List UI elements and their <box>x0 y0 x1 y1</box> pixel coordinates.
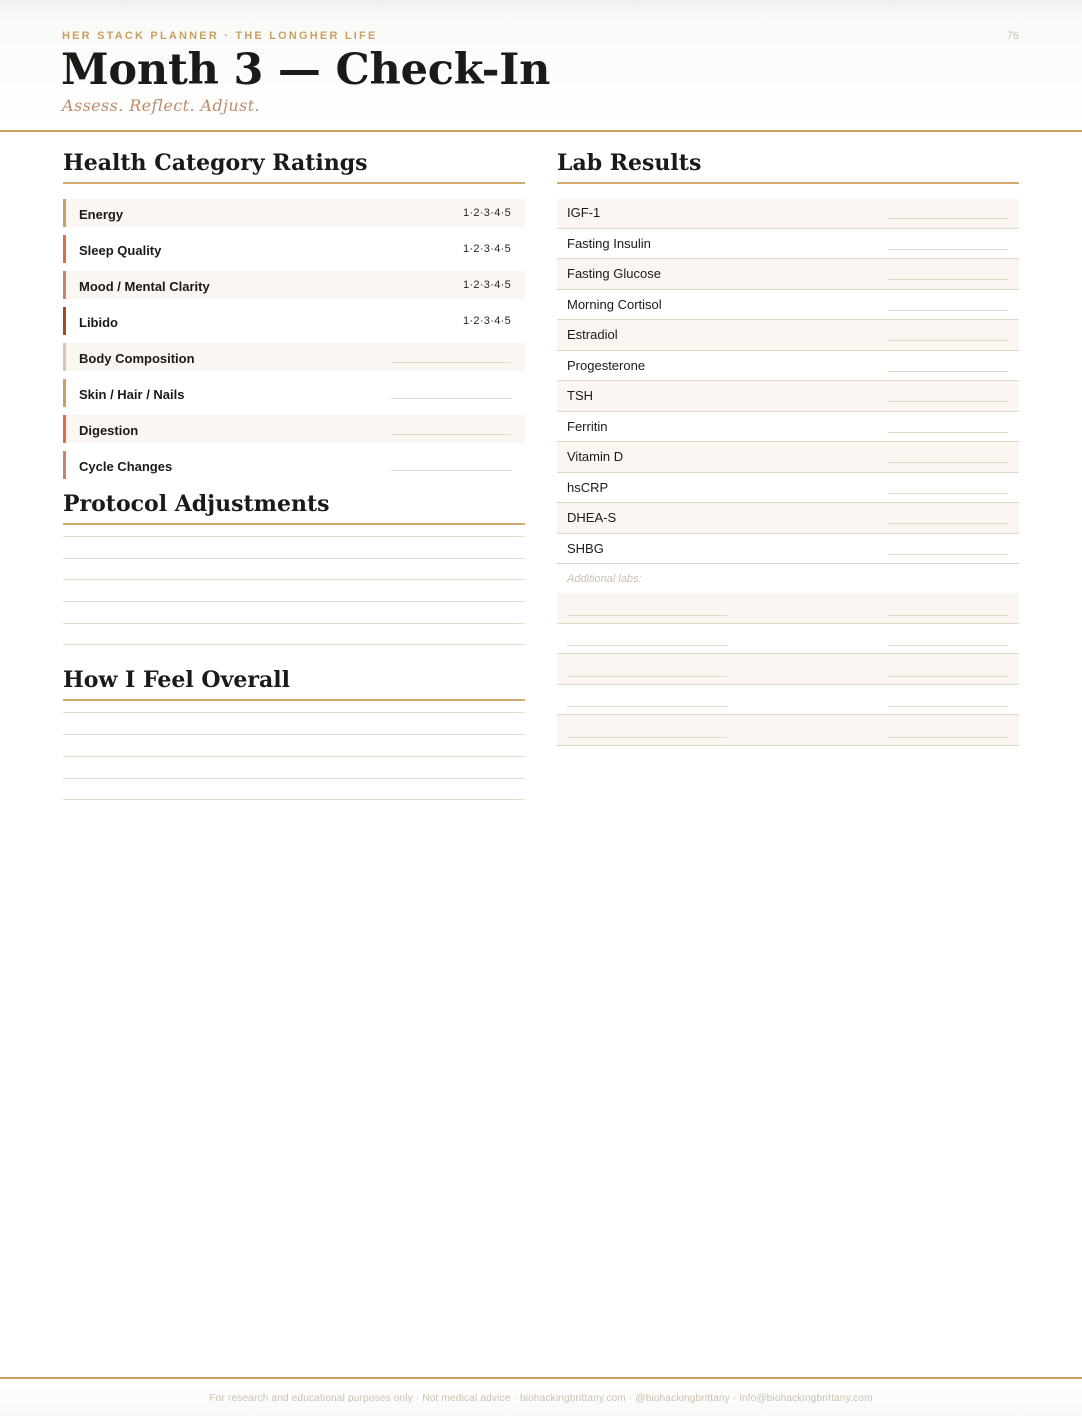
accent-bar <box>63 199 66 227</box>
lab-name: Estradiol <box>567 327 618 343</box>
lab-value-blank[interactable] <box>888 279 1008 280</box>
rating-label: Body Composition <box>79 350 195 366</box>
rating-label: Energy <box>79 206 124 222</box>
lab-value-blank[interactable] <box>888 737 1008 738</box>
lab-name: Ferritin <box>567 418 608 434</box>
accent-bar <box>63 343 66 371</box>
accent-bar <box>63 451 66 479</box>
lab-value-blank[interactable] <box>888 554 1008 555</box>
lab-row[interactable] <box>557 229 1019 260</box>
lab-name: hsCRP <box>567 479 609 495</box>
lab-value-blank[interactable] <box>888 523 1008 524</box>
lab-value-blank[interactable] <box>888 493 1008 494</box>
additional-lab-row[interactable] <box>557 593 1019 624</box>
health-ratings-title: Health Category Ratings <box>63 148 525 184</box>
lab-name-blank[interactable] <box>567 676 727 677</box>
write-line[interactable] <box>63 559 525 581</box>
rating-scale[interactable]: 1·2·3·4·5 <box>463 243 511 255</box>
write-in-blank[interactable] <box>391 434 511 435</box>
write-line[interactable] <box>63 602 525 624</box>
planner-kicker: HER STACK PLANNER · THE LONGHER LIFE <box>62 30 378 42</box>
health-ratings-section <box>63 148 525 479</box>
page-subtitle: Assess. Reflect. Adjust. <box>62 96 261 115</box>
lab-name: SHBG <box>567 540 604 556</box>
lab-name: Morning Cortisol <box>567 296 662 312</box>
lab-name: Fasting Insulin <box>567 235 651 251</box>
lab-name: TSH <box>567 388 593 404</box>
lab-name: Fasting Glucose <box>567 266 661 282</box>
write-line[interactable] <box>63 735 525 757</box>
page-header <box>0 12 1082 132</box>
accent-bar <box>63 379 66 407</box>
lab-row[interactable] <box>557 320 1019 351</box>
how-i-feel-section <box>63 665 525 800</box>
rating-label: Mood / Mental Clarity <box>79 278 210 294</box>
additional-lab-row[interactable] <box>557 715 1019 746</box>
page-footer <box>0 1377 1082 1416</box>
write-in-blank[interactable] <box>391 362 511 363</box>
lab-value-blank[interactable] <box>888 340 1008 341</box>
write-line[interactable] <box>63 624 525 646</box>
lab-row[interactable] <box>557 473 1019 504</box>
page-number: 76 <box>1006 30 1019 42</box>
lab-value-blank[interactable] <box>888 310 1008 311</box>
rating-row-mood[interactable] <box>63 271 525 299</box>
additional-labs-label: Additional labs: <box>567 573 642 585</box>
footer-disclaimer: For research and educational purposes only · Not medical advice · biohackingbrittany.com · @biohackingbrittany · info@biohackingbrittany.com <box>209 1393 873 1404</box>
lab-row[interactable] <box>557 381 1019 412</box>
rating-scale[interactable]: 1·2·3·4·5 <box>463 207 511 219</box>
write-line[interactable] <box>63 713 525 735</box>
lab-name-blank[interactable] <box>567 615 727 616</box>
lab-row[interactable] <box>557 259 1019 290</box>
accent-bar <box>63 235 66 263</box>
write-line[interactable] <box>63 701 525 713</box>
lab-value-blank[interactable] <box>888 645 1008 646</box>
how-i-feel-title: How I Feel Overall <box>63 665 525 701</box>
additional-lab-row[interactable] <box>557 654 1019 685</box>
rating-label: Sleep Quality <box>79 242 162 258</box>
accent-bar <box>63 307 66 335</box>
rating-row-cycle-changes[interactable] <box>63 451 525 479</box>
protocol-adjustments-lines[interactable] <box>63 525 525 645</box>
rating-row-energy[interactable] <box>63 199 525 227</box>
lab-row[interactable] <box>557 442 1019 473</box>
lab-value-blank[interactable] <box>888 676 1008 677</box>
additional-lab-row[interactable] <box>557 624 1019 655</box>
rating-label: Libido <box>79 314 118 330</box>
lab-name-blank[interactable] <box>567 737 727 738</box>
ratings-list <box>63 199 525 479</box>
page-title: Month 3 — Check-In <box>61 45 551 95</box>
lab-value-blank[interactable] <box>888 462 1008 463</box>
lab-row[interactable] <box>557 198 1019 229</box>
lab-results-list <box>557 198 1019 746</box>
lab-row[interactable] <box>557 290 1019 321</box>
write-line[interactable] <box>63 525 525 537</box>
write-line[interactable] <box>63 537 525 559</box>
left-column <box>63 148 525 800</box>
rating-scale[interactable]: 1·2·3·4·5 <box>463 279 511 291</box>
lab-value-blank[interactable] <box>888 615 1008 616</box>
lab-name-blank[interactable] <box>567 706 727 707</box>
lab-row[interactable] <box>557 503 1019 534</box>
additional-lab-row[interactable] <box>557 685 1019 716</box>
lab-row[interactable] <box>557 351 1019 382</box>
rating-row-libido[interactable] <box>63 307 525 335</box>
write-in-blank[interactable] <box>391 398 511 399</box>
rating-label: Cycle Changes <box>79 458 173 474</box>
lab-name-blank[interactable] <box>567 645 727 646</box>
lab-name: IGF-1 <box>567 205 601 221</box>
lab-name: Vitamin D <box>567 449 624 465</box>
write-in-blank[interactable] <box>391 470 511 471</box>
right-column <box>557 148 1019 746</box>
lab-results-title: Lab Results <box>557 148 1019 184</box>
rating-label: Digestion <box>79 422 139 438</box>
lab-value-blank[interactable] <box>888 401 1008 402</box>
lab-value-blank[interactable] <box>888 371 1008 372</box>
lab-value-blank[interactable] <box>888 706 1008 707</box>
lab-value-blank[interactable] <box>888 432 1008 433</box>
lab-row[interactable] <box>557 534 1019 565</box>
protocol-adjustments-section <box>63 489 525 645</box>
rating-row-sleep-quality[interactable] <box>63 235 525 263</box>
how-i-feel-lines[interactable] <box>63 701 525 800</box>
rating-scale[interactable]: 1·2·3·4·5 <box>463 315 511 327</box>
rating-row-body-composition[interactable] <box>63 343 525 371</box>
rating-label: Skin / Hair / Nails <box>79 386 185 402</box>
write-line[interactable] <box>63 580 525 602</box>
lab-value-blank[interactable] <box>888 249 1008 250</box>
rating-row-digestion[interactable] <box>63 415 525 443</box>
protocol-adjustments-title: Protocol Adjustments <box>63 489 525 525</box>
lab-name: Progesterone <box>567 357 646 373</box>
top-strip <box>0 0 1082 12</box>
lab-row[interactable] <box>557 412 1019 443</box>
lab-name: DHEA-S <box>567 510 617 526</box>
accent-bar <box>63 415 66 443</box>
accent-bar <box>63 271 66 299</box>
write-line[interactable] <box>63 757 525 779</box>
rating-row-skin-hair-nails[interactable] <box>63 379 525 407</box>
write-line[interactable] <box>63 779 525 801</box>
lab-value-blank[interactable] <box>888 218 1008 219</box>
